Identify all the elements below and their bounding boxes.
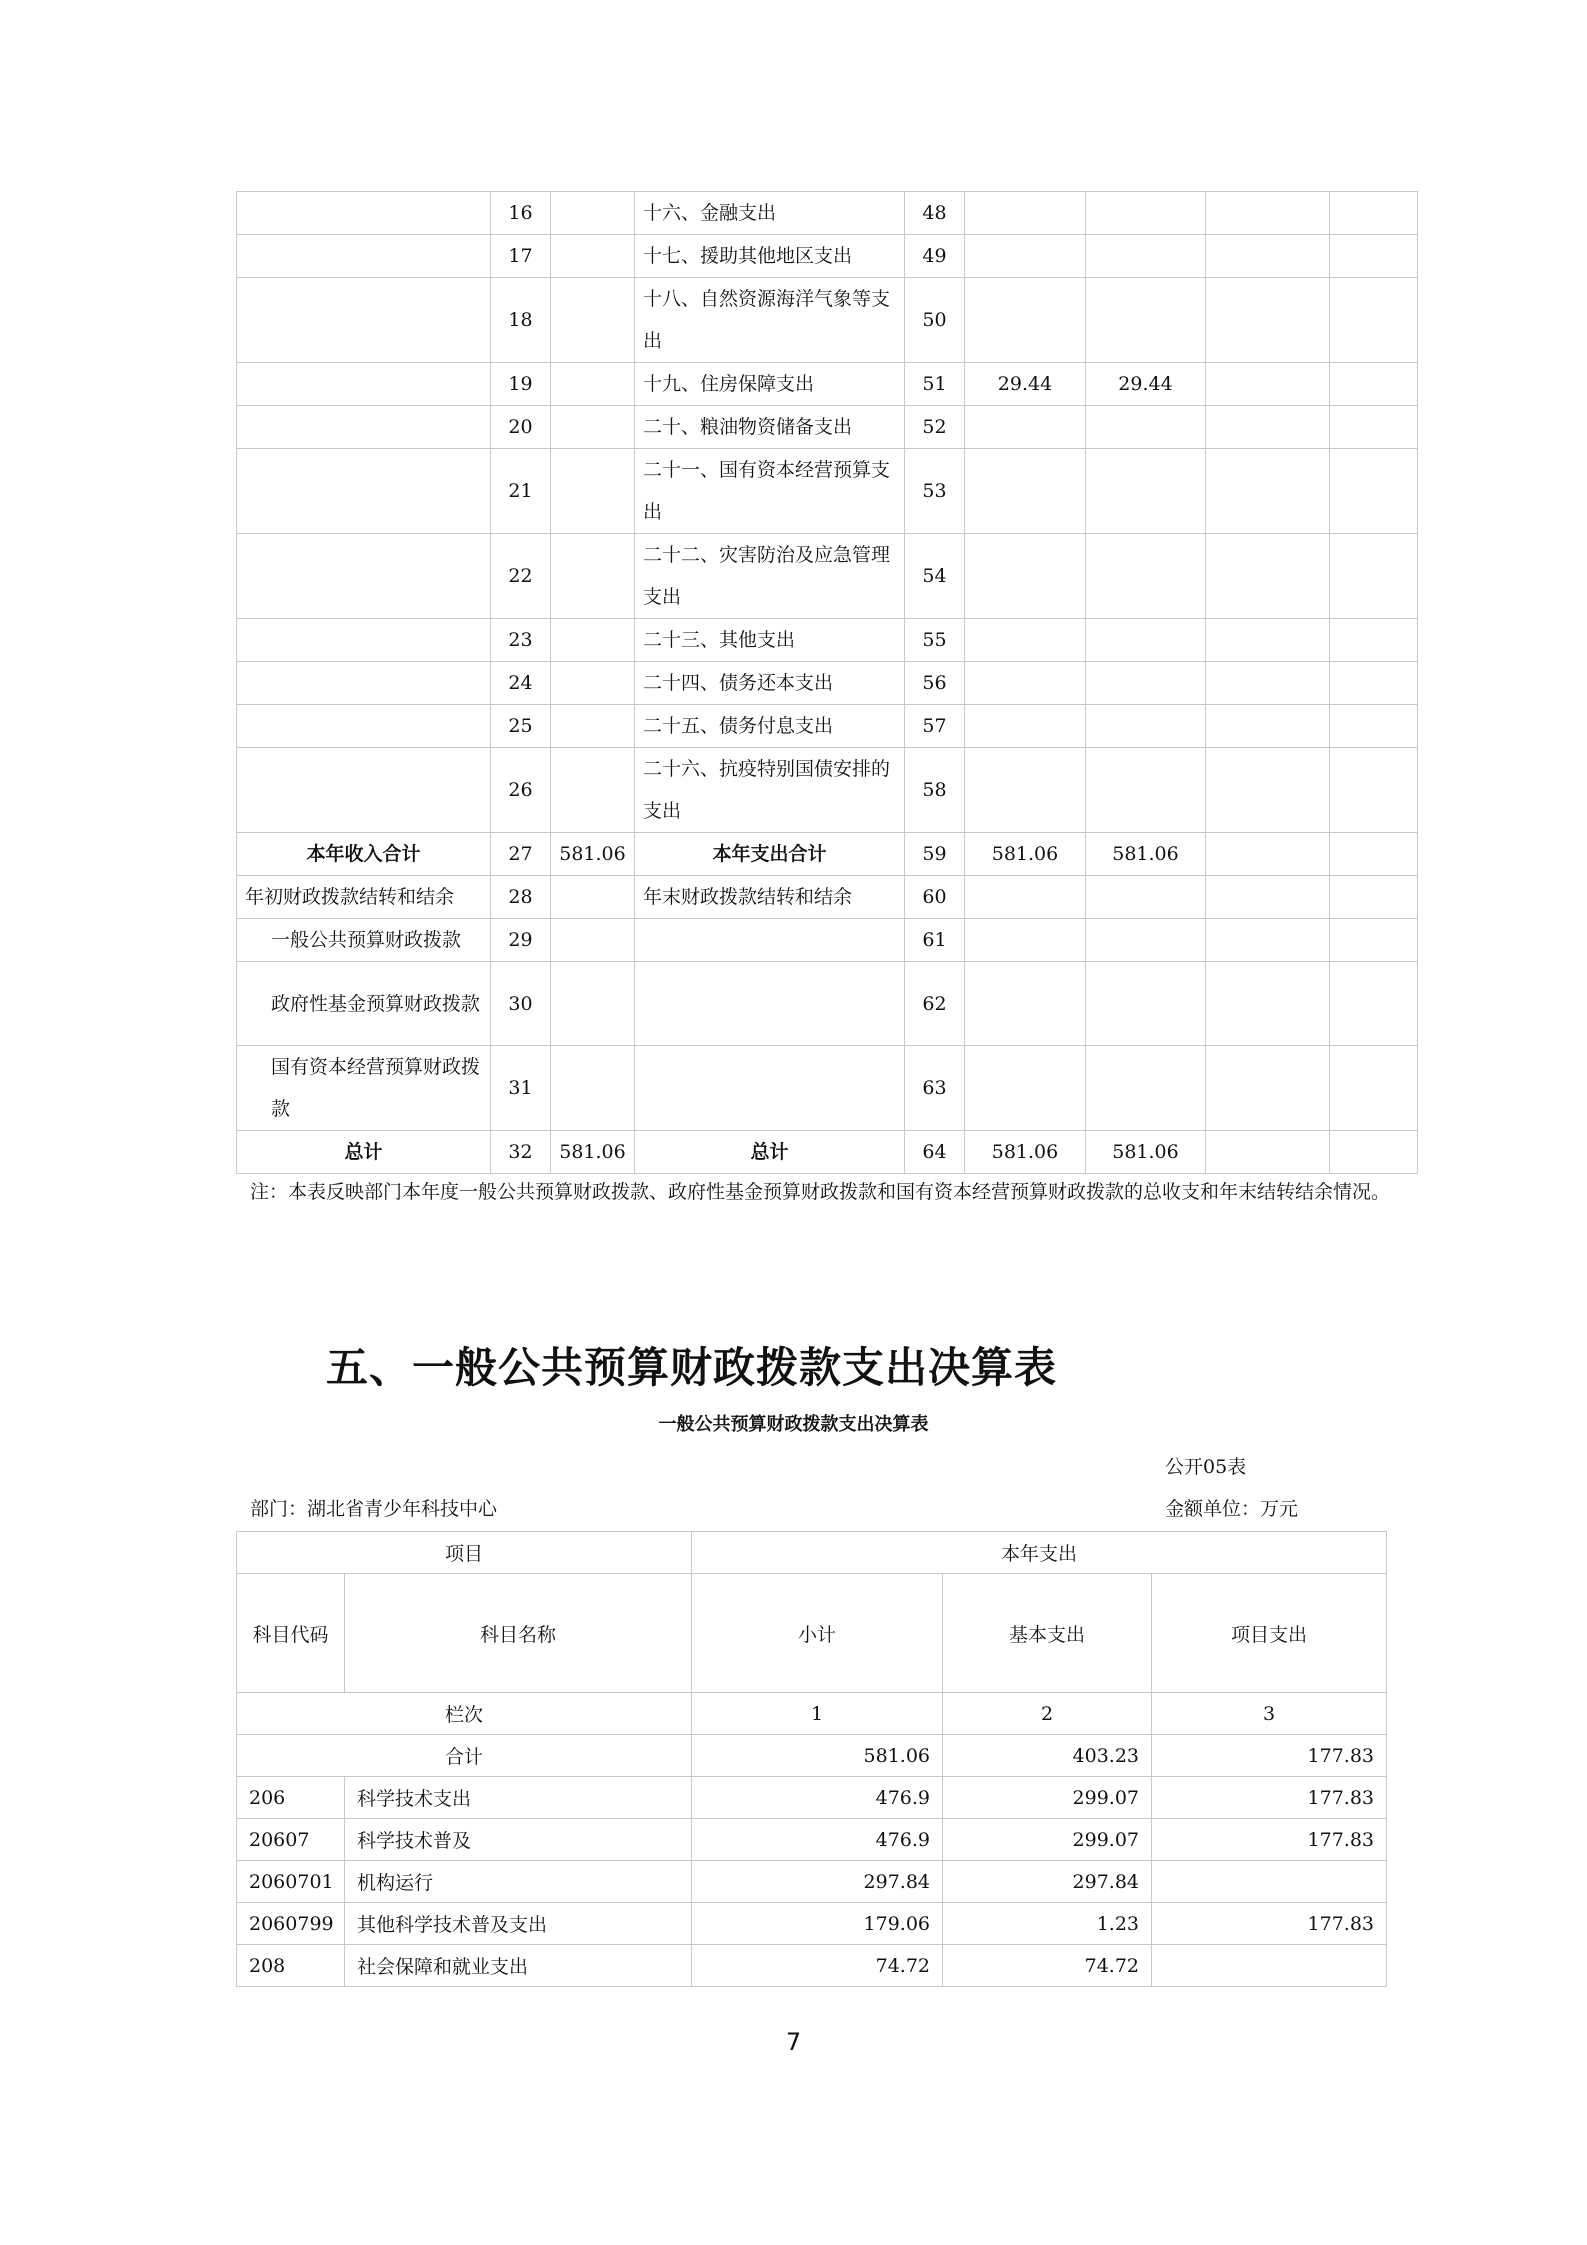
form-number: 公开05表	[1165, 1456, 1247, 1478]
table-row: 26 二十六、抗疫特别国债安排的支出 58	[237, 748, 1418, 833]
table-row: 24 二十四、债务还本支出 56	[237, 662, 1418, 705]
table-row: 国有资本经营预算财政拨款 31 63	[237, 1046, 1418, 1131]
table-note: 注：本表反映部门本年度一般公共预算财政拨款、政府性基金预算财政拨款和国有资本经营预算财政拨款的总收支和年末结转结余情况。	[250, 1181, 1391, 1203]
table-row: 17 十七、援助其他地区支出 49	[237, 235, 1418, 278]
page-number: 7	[785, 2028, 802, 2056]
header-row	[237, 1574, 1387, 1693]
column-number-row: 栏次 1 2 3	[237, 1693, 1387, 1735]
table-row: 206 科学技术支出 476.9 299.07 177.83	[237, 1777, 1387, 1819]
table-row: 22 二十二、灾害防治及应急管理支出 54	[237, 534, 1418, 619]
grand-total-row: 总计 32 581.06 总计 64 581.06 581.06	[237, 1131, 1418, 1174]
income-expense-table-continued	[236, 191, 1418, 1174]
table-row: 政府性基金预算财政拨款 30 62	[237, 962, 1418, 1046]
header-subtotal: 小计	[692, 1574, 943, 1693]
table-row: 20 二十、粮油物资储备支出 52	[237, 406, 1418, 449]
table-title: 一般公共预算财政拨款支出决算表	[658, 1414, 929, 1435]
table-row: 25 二十五、债务付息支出 57	[237, 705, 1418, 748]
total-row: 合计 581.06 403.23 177.83	[237, 1735, 1387, 1777]
table-row: 208 社会保障和就业支出 74.72 74.72	[237, 1945, 1387, 1987]
income-total-row: 本年收入合计 27 581.06 本年支出合计 59 581.06 581.06	[237, 833, 1418, 876]
table-row: 19 十九、住房保障支出 51 29.44 29.44	[237, 363, 1418, 406]
expenditure-table	[236, 1531, 1387, 1987]
header-program: 项目支出	[1152, 1574, 1387, 1693]
header-code: 科目代码	[237, 1574, 345, 1693]
table-row: 一般公共预算财政拨款 29 61	[237, 919, 1418, 962]
table-row: 20607 科学技术普及 476.9 299.07 177.83	[237, 1819, 1387, 1861]
table-row: 21 二十一、国有资本经营预算支出 53	[237, 449, 1418, 534]
section-title: 五、一般公共预算财政拨款支出决算表	[326, 1343, 1058, 1392]
header-project: 项目	[237, 1532, 692, 1574]
table-row: 16 十六、金融支出 48	[237, 192, 1418, 235]
table-row: 2060799 其他科学技术普及支出 179.06 1.23 177.83	[237, 1903, 1387, 1945]
header-row	[237, 1532, 1387, 1574]
table-row: 23 二十三、其他支出 55	[237, 619, 1418, 662]
header-current-year: 本年支出	[692, 1532, 1387, 1574]
table-row: 2060701 机构运行 297.84 297.84	[237, 1861, 1387, 1903]
unit-label: 金额单位：万元	[1165, 1498, 1299, 1520]
table-row: 年初财政拨款结转和结余 28 年末财政拨款结转和结余 60	[237, 876, 1418, 919]
table-row: 18 十八、自然资源海洋气象等支出 50	[237, 278, 1418, 363]
department-label: 部门：湖北省青少年科技中心	[250, 1498, 498, 1520]
header-basic: 基本支出	[943, 1574, 1152, 1693]
header-name: 科目名称	[345, 1574, 692, 1693]
